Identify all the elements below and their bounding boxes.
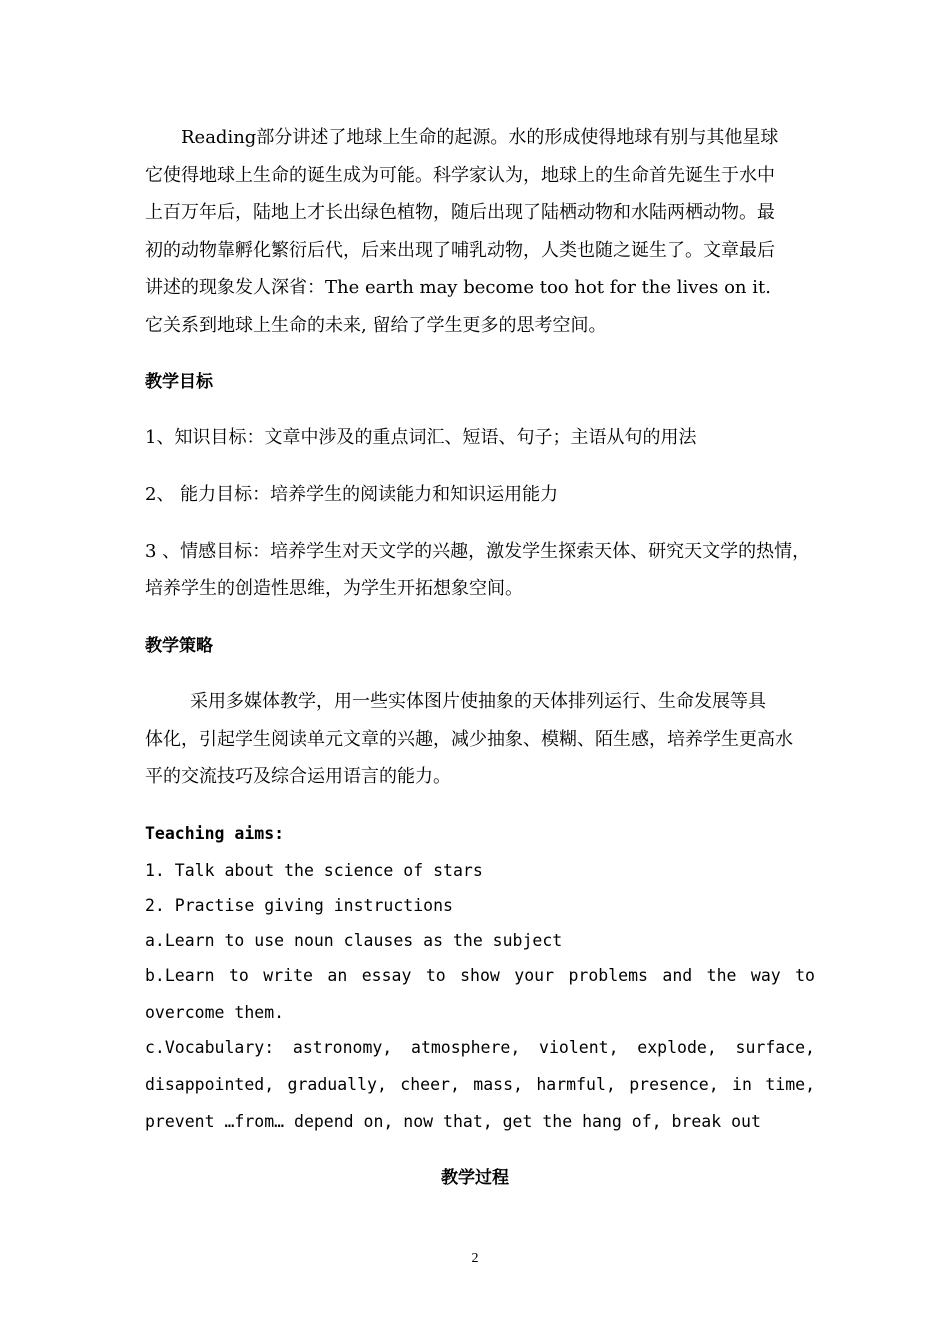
objective-ability: 2、 能力目标：培养学生的阅读能力和知识运用能力: [145, 484, 559, 505]
vocabulary-line-3: prevent …from… depend on, now that, get the hang of, break out: [145, 1112, 761, 1131]
strategy-line-1: 采用多媒体教学，用一些实体图片使抽象的天体排列运行、生命发展等具: [190, 691, 766, 712]
aims-line-2: 2. Practise giving instructions: [145, 896, 453, 915]
page-number: 2: [471, 1251, 479, 1266]
vocabulary-line-1: c.Vocabulary: astronomy, atmosphere, violent, explode, surface,: [145, 1038, 815, 1057]
intro-line-5: 讲述的现象发人深省：The earth may become too hot for the lives on it.: [145, 277, 771, 298]
intro-line-4: 初的动物靠孵化繁衍后代，后来出现了哺乳动物，人类也随之诞生了。文章最后: [145, 240, 775, 261]
process-heading: 教学过程: [441, 1168, 509, 1188]
strategy-line-3: 平的交流技巧及综合运用语言的能力。: [145, 766, 451, 787]
aims-line-3: a.Learn to use noun clauses as the subject: [145, 931, 563, 950]
objectives-heading: 教学目标: [145, 372, 213, 392]
vocabulary-line-2: disappointed, gradually, cheer, mass, harmful, presence, in time,: [145, 1075, 815, 1094]
intro-line-3: 上百万年后，陆地上才长出绿色植物，随后出现了陆栖动物和水陆两栖动物。最: [145, 202, 775, 223]
intro-line-6: 它关系到地球上生命的未来, 留给了学生更多的思考空间。: [145, 315, 607, 336]
aims-line-4b: overcome them.: [145, 1003, 285, 1022]
objective-emotion-line-2: 培养学生的创造性思维，为学生开拓想象空间。: [145, 578, 523, 599]
aims-heading: Teaching aims:: [145, 824, 285, 843]
intro-line-2: 它使得地球上生命的诞生成为可能。科学家认为，地球上的生命首先诞生于水中: [145, 165, 775, 186]
objective-emotion-line-1: 3 、情感目标：培养学生对天文学的兴趣，激发学生探索天体、研究天文学的热情，: [145, 541, 811, 562]
aims-line-4a: b.Learn to write an essay to show your problems and the way to: [145, 966, 815, 985]
strategy-line-2: 体化，引起学生阅读单元文章的兴趣，减少抽象、模糊、陌生感，培养学生更高水: [145, 729, 793, 750]
aims-line-1: 1. Talk about the science of stars: [145, 861, 483, 880]
objective-knowledge: 1、知识目标：文章中涉及的重点词汇、短语、句子；主语从句的用法: [145, 427, 697, 448]
intro-line-1: Reading部分讲述了地球上生命的起源。水的形成使得地球有别与其他星球: [181, 127, 779, 148]
strategy-heading: 教学策略: [145, 636, 213, 656]
